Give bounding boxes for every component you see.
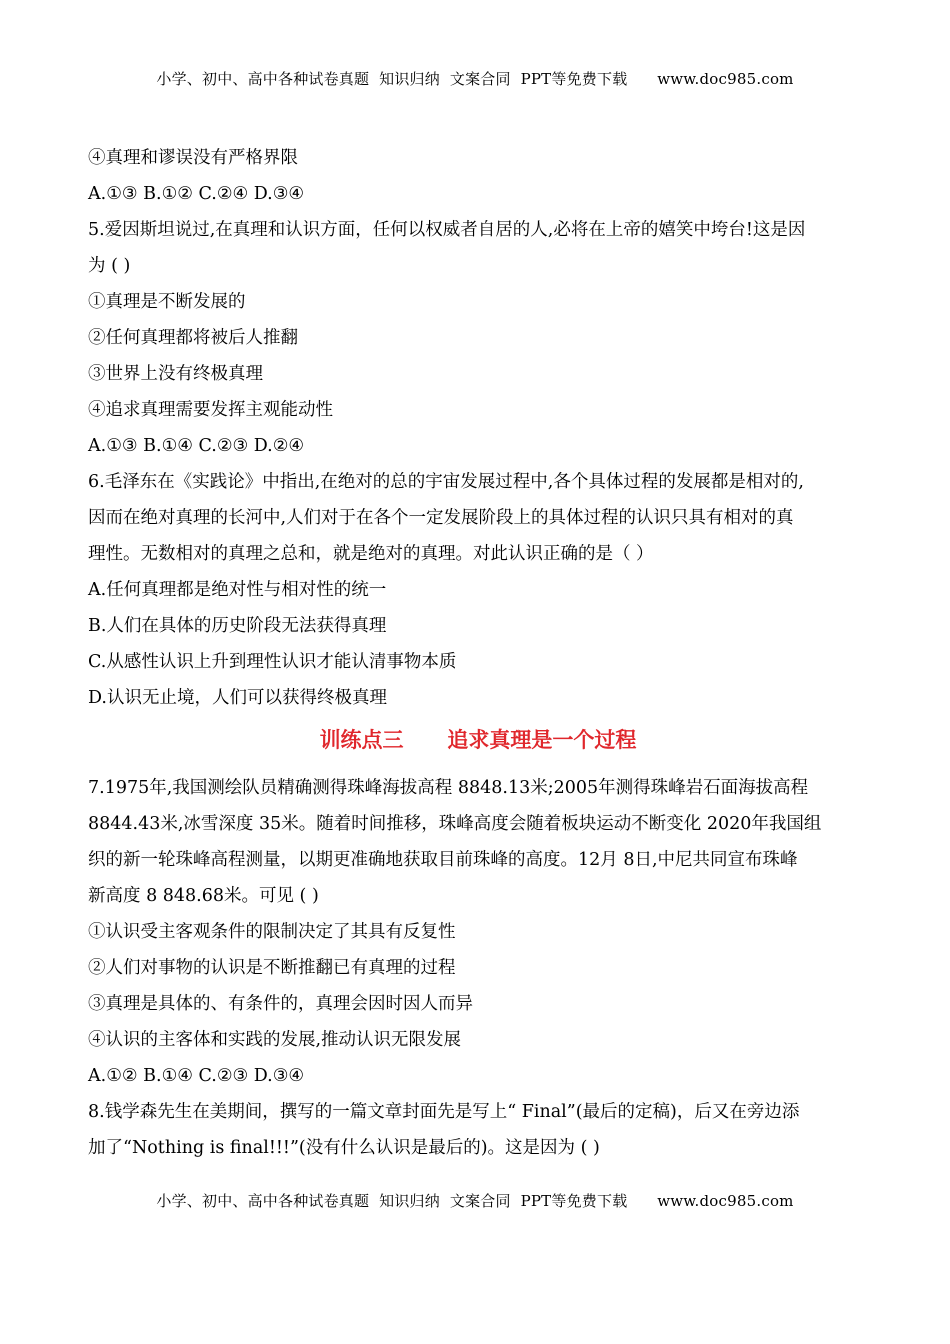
question-block-2 [88,770,868,1166]
page-header: 小学、初中、高中各种试卷真题 知识归纳 文案合同 PPT等免费下载 www.doc985.com [156,70,794,88]
text-line: ④真理和谬误没有严格界限 [88,148,298,168]
choice-a: A.任何真理都是绝对性与相对性的统一 [88,580,387,600]
question-6-stem-cont: 理性。无数相对的真理之总和，就是绝对的真理。对此认识正确的是（ ） [88,544,654,564]
question-7-stem: 7.1975年,我国测绘队员精确测得珠峰海拔高程 8848.13米;2005年测得珠峰岩石面海拔高程 [88,778,809,798]
question-8-stem-cont: 加了“Nothing is final!!!”(没有什么认识是最后的)。这是因为 ( ) [88,1138,600,1158]
answer-options: A.①② B.①④ C.②③ D.③④ [88,1066,305,1086]
question-block-1 [88,140,868,716]
choice-b: B.人们在具体的历史阶段无法获得真理 [88,616,387,636]
question-7-stem-cont: 新高度 8 848.68米。可见 ( ) [88,886,319,906]
option-2: ②任何真理都将被后人推翻 [88,328,298,348]
question-7-stem-cont: 织的新一轮珠峰高程测量，以期更准确地获取目前珠峰的高度。12月 8日,中尼共同宣布珠峰 [88,850,798,870]
question-6-stem-cont: 因而在绝对真理的长河中,人们对于在各个一定发展阶段上的具体过程的认识只具有相对的真 [88,508,794,528]
answer-options: A.①③ B.①④ C.②③ D.②④ [88,436,305,456]
option-1: ①真理是不断发展的 [88,292,246,312]
option-4: ④追求真理需要发挥主观能动性 [88,400,333,420]
option-3: ③真理是具体的、有条件的，真理会因时因人而异 [88,994,473,1014]
option-1: ①认识受主客观条件的限制决定了其具有反复性 [88,922,456,942]
answer-options: A.①③ B.①② C.②④ D.③④ [88,184,305,204]
choice-d: D.认识无止境，人们可以获得终极真理 [88,688,387,708]
option-2: ②人们对事物的认识是不断推翻已有真理的过程 [88,958,456,978]
question-5-stem: 5.爱因斯坦说过,在真理和认识方面，任何以权威者自居的人,必将在上帝的嬉笑中垮台!这是因 [88,220,806,240]
question-6-stem: 6.毛泽东在《实践论》中指出,在绝对的总的宇宙发展过程中,各个具体过程的发展都是相对的, [88,472,804,492]
question-8-stem: 8.钱学森先生在美期间，撰写的一篇文章封面先是写上“ Final”(最后的定稿)，后又在旁边添 [88,1102,800,1122]
section-title: 训练点三 追求真理是一个过程 [319,728,637,752]
choice-c: C.从感性认识上升到理性认识才能认清事物本质 [88,652,457,672]
question-7-stem-cont: 8844.43米,冰雪深度 35米。随着时间推移，珠峰高度会随着板块运动不断变化 2020年我国组 [88,814,822,834]
page-footer: 小学、初中、高中各种试卷真题 知识归纳 文案合同 PPT等免费下载 www.doc985.com [156,1192,794,1210]
option-4: ④认识的主客体和实践的发展,推动认识无限发展 [88,1030,462,1050]
option-3: ③世界上没有终极真理 [88,364,263,384]
question-5-stem-cont: 为 ( ) [88,256,131,276]
document-body [88,140,868,1166]
